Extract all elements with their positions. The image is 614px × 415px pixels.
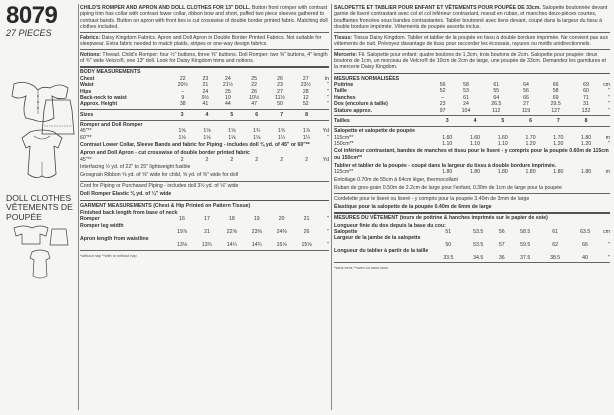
row-value: 26 xyxy=(303,229,310,236)
en-title: CHILD'S ROMPER AND APRON AND DOLL CLOTHES FOR 13" DOLL. xyxy=(80,5,251,11)
row-value: 112 xyxy=(492,107,501,114)
row-label: Romper xyxy=(80,216,100,223)
en-apron-title: Apron and Doll Apron - cut crosswise of double border printed fabric xyxy=(80,150,250,157)
row-value: 56 xyxy=(498,229,505,236)
pieces-count: 27 PIECES xyxy=(6,28,52,38)
row-value: 15⅝ xyxy=(301,242,312,249)
row-value: 21 xyxy=(204,229,210,236)
row-value: 20 xyxy=(278,216,285,223)
row-value: 64 xyxy=(523,82,529,89)
row-value: 1⅛ xyxy=(203,134,211,141)
row-value: 38.5 xyxy=(550,254,561,261)
row-value: 20½ xyxy=(177,82,188,89)
fr-description-text: Salopette boutonnée devant garnie de liseré contrastant avec col et col inférieur contrastant, noeud en ruban, et manches deux-pièces courtes, bouffantes froncées sous bandes contrastantes. Tablier boutonné avec liens devant, coupé dans la largeur du tissu à double bordure imprimée. Vêtements de poupée assortis inclus. xyxy=(334,5,608,30)
fr-tissus-label: Tissus: xyxy=(334,34,353,41)
row-value: 23½ xyxy=(300,82,311,89)
row-value: 21 xyxy=(303,216,310,223)
english-column xyxy=(80,4,329,259)
row-value: 14¾ xyxy=(251,242,262,249)
fr-garment-table xyxy=(334,229,610,261)
row-value: 51 xyxy=(445,229,452,236)
row-value: 16 xyxy=(179,216,185,223)
row-value: 50 xyxy=(445,241,452,248)
row-value: 18 xyxy=(228,216,235,223)
size-value: 8 xyxy=(305,111,308,118)
row-value: 1⅝ xyxy=(228,128,236,135)
row-value: 1¾ xyxy=(278,128,286,135)
row-value: 1⅛ xyxy=(228,134,236,141)
row-value: 2 xyxy=(180,156,184,163)
row-value: 58 xyxy=(552,88,559,95)
row-label: 45"** xyxy=(80,128,92,135)
row-value: 56 xyxy=(523,88,529,95)
row-value: 19 xyxy=(253,216,260,223)
divider xyxy=(80,32,329,33)
doll-clothes-title xyxy=(6,194,76,222)
row-value: 11½ xyxy=(275,94,285,101)
row-value: 60 xyxy=(583,88,589,95)
row-value: 1.70 xyxy=(553,134,564,141)
row-value: 1¼ xyxy=(302,134,311,141)
row-unit: Yd xyxy=(322,128,329,135)
row-value: 64 xyxy=(493,94,500,101)
row-value: 1⅛ xyxy=(253,134,261,141)
row-unit: " xyxy=(327,216,329,223)
row-value: 69 xyxy=(583,82,589,89)
fr-finished-label: Longueur finie du dos depuis la base du cou: xyxy=(334,222,446,229)
fr-yardage-table xyxy=(334,135,610,148)
row-unit: m xyxy=(605,134,610,141)
fr-footnote: *sans sens **avec ou sans sens xyxy=(334,266,389,271)
divider xyxy=(334,212,610,214)
fr-ruban: Ruban de gros-grain 0.50m de 2.2cm de large pour l'enfant, 0.30m de 1cm de large pour la poupée xyxy=(334,184,562,191)
row-unit: " xyxy=(327,242,329,249)
en-description-text: Button front romper with contrast piping trim has collar with contrast lower collar, ribbon bow and short, puffed two piece sleeves gathered to contrast bands. Button on apron with front ties is cut crosswise of double border printed fabric. Matching doll clothes included. xyxy=(80,5,328,30)
row-value: 52 xyxy=(439,88,446,95)
row-label: 150cm** xyxy=(334,141,354,148)
row-value: 58.5 xyxy=(520,229,531,236)
row-value: 61 xyxy=(552,229,559,236)
row-value: 23⅜ xyxy=(251,229,262,236)
row-value: 22 xyxy=(251,82,258,89)
row-value: 1.80 xyxy=(469,169,481,176)
size-value: 8 xyxy=(584,118,588,125)
row-value: 22⅜ xyxy=(226,229,237,236)
row-value: 24 xyxy=(463,101,469,108)
column-divider-left xyxy=(78,4,79,410)
row-value: 24 xyxy=(224,75,231,82)
en-notions-label: Notions: xyxy=(80,51,102,58)
row-label: Romper leg width xyxy=(80,222,124,229)
row-unit: " xyxy=(608,101,610,108)
row-value: 119 xyxy=(521,107,531,114)
row-value: 1.60 xyxy=(469,134,481,141)
row-value: 66 xyxy=(523,94,529,101)
row-value: 1⅞ xyxy=(302,128,311,135)
divider xyxy=(80,66,329,68)
row-value: 24 xyxy=(202,88,209,95)
measurement-row xyxy=(80,101,329,107)
row-value: 66 xyxy=(552,82,559,89)
row-value: 33.5 xyxy=(443,254,454,261)
divider xyxy=(334,262,610,263)
row-value: 27 xyxy=(523,101,529,108)
divider xyxy=(334,32,610,33)
pattern-number: 8079 xyxy=(6,2,58,29)
row-value: 1.80 xyxy=(497,169,508,176)
row-value: 23 xyxy=(202,75,209,82)
row-label: 60"** xyxy=(80,134,92,141)
column-divider-mid xyxy=(331,4,332,410)
row-value: 2 xyxy=(230,156,234,163)
en-body-measurements-table xyxy=(80,76,329,108)
fr-apron-title: Tablier et tablier de la poupée - coupé dans la largeur du tissu à double bordure imprimée. xyxy=(334,162,557,169)
measurement-row xyxy=(80,242,329,248)
row-value: 62 xyxy=(552,241,559,248)
size-value: 5 xyxy=(501,118,505,125)
row-value: 23 xyxy=(277,82,283,89)
fr-mercerie-text: Fil. Salopette pour enfant: quatre boutons de 1,3cm, trois boutons de 2cm. Salopette pour poupée: deux boutons de 1cm, un morceau de Velcro® de 10cm de 2cm de large, une poupée de 33cm. Demandez les garnitures et la mercerie Daisy Kingdom. xyxy=(334,51,607,71)
row-value: 23 xyxy=(439,101,446,108)
en-cord: Cord for Piping or Purchased Piping - includes doll 3½ yd. of ⅛" wide xyxy=(80,183,239,190)
row-value: 2 xyxy=(205,156,209,163)
row-value: 66 xyxy=(582,241,588,248)
divider xyxy=(80,49,329,50)
row-value: 56 xyxy=(439,82,446,89)
row-value: 25 xyxy=(224,88,231,95)
sizes-row xyxy=(334,118,610,124)
sizes-label: Tailles xyxy=(334,118,350,125)
row-value: 40 xyxy=(582,254,588,261)
row-label: 45"** xyxy=(80,156,92,163)
row-unit: " xyxy=(327,94,329,101)
divider xyxy=(334,115,610,116)
row-label: Back-neck to waist xyxy=(80,94,127,101)
row-value: – xyxy=(181,88,185,95)
row-unit: " xyxy=(327,134,329,141)
row-value: 17 xyxy=(204,216,210,223)
divider xyxy=(80,109,329,110)
en-body-measurements-title: BODY MEASUREMENTS xyxy=(80,69,141,76)
row-value: 26 xyxy=(251,88,258,95)
row-value: 26.5 xyxy=(491,101,502,108)
size-value: 4 xyxy=(473,118,477,125)
row-value: 63.5 xyxy=(579,229,591,236)
measurement-row xyxy=(80,157,329,163)
row-value: 1.80 xyxy=(581,169,592,176)
measurement-row xyxy=(334,255,610,261)
row-unit: " xyxy=(608,141,610,148)
row-label: Hips xyxy=(80,88,92,95)
row-value: 1.70 xyxy=(525,134,536,141)
row-value: 24⅜ xyxy=(276,229,287,236)
en-interfacing: Interfacing ½ yd. of 22" to 25" lightweight fusible xyxy=(80,164,191,171)
row-label: Poitrine xyxy=(334,82,354,89)
row-value: 44 xyxy=(224,101,231,108)
en-contrast: Contrast Lower Collar, Sleeve Bands and fabric for Piping - includes doll ⅜ yd. of 45" or 60"** xyxy=(80,142,310,149)
row-value: 1¾ xyxy=(253,128,261,135)
row-value: 13⅛ xyxy=(177,242,188,249)
en-sizes-table xyxy=(80,112,329,118)
row-value: 1.60 xyxy=(442,134,453,141)
row-label: Approx. Height xyxy=(80,101,118,108)
row-label xyxy=(334,255,433,261)
divider xyxy=(80,250,329,251)
row-value: 31 xyxy=(583,101,589,108)
row-value: 127 xyxy=(551,107,560,114)
row-value: 1.60 xyxy=(497,134,508,141)
row-value: 2 xyxy=(305,156,308,163)
row-unit: " xyxy=(327,229,329,236)
en-garment-table xyxy=(80,216,329,248)
row-value: 2 xyxy=(255,156,259,163)
fr-cordelette: Cordelette pour le liseré ou liseré - y compris pour la poupée 3.40m de 3mm de large xyxy=(334,195,530,202)
row-value: 1.20 xyxy=(525,141,536,148)
row-unit: In xyxy=(324,75,329,82)
en-grosgrain: Grosgrain Ribbon ⅝ yd. of ⅝" wide for child, ⅝ yd. of ⅜" wide for doll xyxy=(80,172,238,179)
row-value: 28 xyxy=(302,88,309,95)
row-unit: " xyxy=(327,101,329,108)
en-elastic: Doll Romper Elastic ⅜ yd. of ¼" wide xyxy=(80,191,172,198)
en-yardage-title: Romper and Doll Romper xyxy=(80,122,143,129)
size-value: 6 xyxy=(255,111,259,118)
row-value: 53.5 xyxy=(473,229,484,236)
row-value: 9½ xyxy=(201,94,209,101)
row-unit: cm xyxy=(603,82,610,89)
fr-yardage-title: Salopette et salopette de poupée xyxy=(334,128,415,135)
en-footnote: *without nap **with or without nap xyxy=(80,253,137,258)
row-unit: Yd xyxy=(322,156,329,163)
row-value: 12 xyxy=(302,94,309,101)
row-value: 21 xyxy=(202,82,209,89)
romper-sketch-back xyxy=(16,128,68,184)
row-label: Chest xyxy=(80,75,95,82)
row-label: Stature approx. xyxy=(334,107,373,114)
fr-body-measurements-table xyxy=(334,82,610,114)
measurement-row xyxy=(334,141,610,147)
row-value: 1.80 xyxy=(525,169,536,176)
en-fabrics-label: Fabrics: xyxy=(80,34,101,41)
fr-body-measurements-title: MESURES NORMALISÉES xyxy=(334,75,400,82)
row-value: 1¼ xyxy=(278,134,286,141)
row-unit xyxy=(600,118,610,124)
size-value: 4 xyxy=(205,111,209,118)
row-value: – xyxy=(441,94,445,101)
row-value: 1⅝ xyxy=(178,128,186,135)
sizes-label: Sizes xyxy=(80,111,94,118)
row-value: 47 xyxy=(251,101,258,108)
row-value: 2 xyxy=(280,156,284,163)
row-unit: " xyxy=(608,241,610,248)
en-fabrics xyxy=(80,35,329,48)
row-value: 1⅝ xyxy=(203,128,211,135)
divider xyxy=(80,181,329,182)
row-value: 69 xyxy=(552,94,559,101)
en-apron-table xyxy=(80,157,329,163)
row-value: 132 xyxy=(581,107,591,114)
row-label: Taille xyxy=(334,88,347,95)
row-value: 104 xyxy=(461,107,471,114)
row-unit xyxy=(319,112,329,118)
row-value: 55 xyxy=(493,88,500,95)
fr-apron-table xyxy=(334,169,610,175)
row-value: 61 xyxy=(463,94,469,101)
row-value: 29.5 xyxy=(550,101,561,108)
fr-tissus-text: Tissus Daisy Kingdom. Tablier et tablier de la poupée en tissu à double bordure imprimée. Ne convient pas aux vêtements de nuit. Prévoyez davantage de tissu pour raccorder les écossais, rayures ou motifs unidirectionnels. xyxy=(334,34,609,47)
size-value: 5 xyxy=(230,111,234,118)
fr-tissus xyxy=(334,35,610,48)
row-label: Apron length from waistline xyxy=(80,235,149,242)
row-value: 53.5 xyxy=(473,241,484,248)
divider xyxy=(334,126,610,127)
doll-apron-sketch xyxy=(46,226,72,248)
row-label: 115cm** xyxy=(334,169,354,176)
row-value: 50 xyxy=(277,101,283,108)
row-value: 34.5 xyxy=(473,254,484,261)
divider xyxy=(80,200,329,202)
doll-romper-back-sketch xyxy=(26,248,54,282)
row-value: 59.5 xyxy=(520,241,531,248)
row-value: 25 xyxy=(251,75,258,82)
divider xyxy=(334,73,610,75)
row-value: 1.10 xyxy=(497,141,508,148)
row-value: 15⅛ xyxy=(276,242,287,249)
en-fabrics-text: Daisy Kingdom Fabrics. Apron and Doll Apron in Double Border Printed Fabrics. Not suitable for sleepwear. Extra fabric needed to match plaids, stripes or one-way design fabrics. xyxy=(80,34,322,47)
fr-description xyxy=(334,5,610,30)
measurement-row xyxy=(334,169,610,175)
row-value: 1.20 xyxy=(553,141,564,148)
measurement-row xyxy=(334,108,610,114)
row-value: 27 xyxy=(302,75,309,82)
en-yardage-table xyxy=(80,128,329,141)
row-value: 41 xyxy=(202,101,209,108)
row-value: 38 xyxy=(179,101,186,108)
row-label: 115cm** xyxy=(334,134,354,141)
divider xyxy=(80,120,329,121)
row-label: Hanches xyxy=(334,94,356,101)
row-label: Longueur du tablier à partir de la taille xyxy=(334,248,429,255)
row-label: Salopette xyxy=(334,229,358,236)
row-value: 1.10 xyxy=(469,141,481,148)
row-label: Dos (encolure à taille) xyxy=(334,101,388,108)
row-label xyxy=(80,242,170,248)
row-unit: m xyxy=(605,169,610,176)
row-value: 71 xyxy=(583,94,589,101)
divider xyxy=(334,193,610,194)
row-value: 1.80 xyxy=(442,169,453,176)
size-value: 6 xyxy=(529,118,532,125)
measurement-row xyxy=(80,135,329,141)
divider xyxy=(334,49,610,50)
row-unit: " xyxy=(608,254,610,261)
row-value: 1⅛ xyxy=(178,134,186,141)
row-unit: " xyxy=(608,107,610,114)
fr-mercerie xyxy=(334,52,610,71)
row-unit: " xyxy=(608,94,610,101)
fr-garment-title: MESURES DU VÊTEMENT (tours de poitrine & hanches imprimés sur le papier de soie) xyxy=(334,215,548,222)
row-value: 14¼ xyxy=(226,242,237,249)
doll-title-fr: VÊTEMENTS DE POUPÉE xyxy=(6,202,73,222)
row-label: Largeur de la jambe de la salopette xyxy=(334,235,421,242)
doll-title-en: DOLL CLOTHES xyxy=(6,193,72,203)
row-value: 1.80 xyxy=(553,169,564,176)
french-column xyxy=(334,4,610,272)
row-unit: cm xyxy=(603,229,610,236)
row-value: 27 xyxy=(277,88,283,95)
row-value: 26 xyxy=(277,75,283,82)
en-notions-text: Thread. Child's Romper: four ½" buttons, three ⅜" buttons. Doll Romper: two ⅜" buttons, 4" length of ¾" wide Velcro®, one 13" doll. Look for Daisy Kingdom trims and notions. xyxy=(80,51,328,65)
row-value: 19⅞ xyxy=(177,229,188,236)
size-value: 7 xyxy=(280,111,284,118)
row-value: 1.10 xyxy=(442,141,453,148)
fr-elastique: Élastique pour la salopette de la poupée 0.40m de 6mm de large xyxy=(334,204,492,211)
en-description xyxy=(80,5,329,30)
fr-mercerie-label: Mercerie: xyxy=(334,51,358,58)
row-value: 61 xyxy=(493,82,500,89)
en-garment-title: GARMENT MEASUREMENTS (Chest & Hip Printed on Pattern Tissue) xyxy=(80,202,251,209)
row-unit: " xyxy=(327,88,329,95)
row-value: 97 xyxy=(439,107,446,114)
row-value: 21½ xyxy=(222,82,233,89)
en-finished-label: Finished back length from base of neck xyxy=(80,210,178,217)
en-notions xyxy=(80,52,329,65)
fr-contrast: Col inférieur contrastant, bandes de manches et tissu pour le liseré - y compris pour la poupée 0.60m de 115cm ou 150cm** xyxy=(334,148,609,161)
sizes-row xyxy=(80,112,329,118)
size-value: 3 xyxy=(180,111,184,118)
fr-entoilage: Entoilage 0.70m de 55cm à 64cm léger, thermocollant xyxy=(334,176,458,183)
row-value: 10 xyxy=(224,94,231,101)
size-value: 7 xyxy=(556,118,560,125)
row-value: 22 xyxy=(179,75,186,82)
row-value: 1.80 xyxy=(581,134,592,141)
row-unit: " xyxy=(327,82,329,89)
row-value: 52 xyxy=(302,101,309,108)
row-value: 10½ xyxy=(249,94,260,101)
row-unit: " xyxy=(608,88,610,95)
row-value: 1.20 xyxy=(581,141,592,148)
row-value: 58 xyxy=(463,82,469,89)
row-value: 37.5 xyxy=(520,254,531,261)
row-value: 36 xyxy=(498,254,505,261)
row-value: 13¾ xyxy=(201,242,213,249)
row-label: Waist xyxy=(80,82,94,89)
size-value: 3 xyxy=(445,118,449,125)
fr-sizes-table xyxy=(334,118,610,124)
row-value: 57 xyxy=(498,241,505,248)
row-value: 9 xyxy=(181,94,185,101)
row-value: 53 xyxy=(463,88,469,95)
fr-title: SALOPETTE ET TABLIER POUR ENFANT ET VÊTEMENTS POUR POUPÉE DE 33cm. xyxy=(334,5,541,11)
